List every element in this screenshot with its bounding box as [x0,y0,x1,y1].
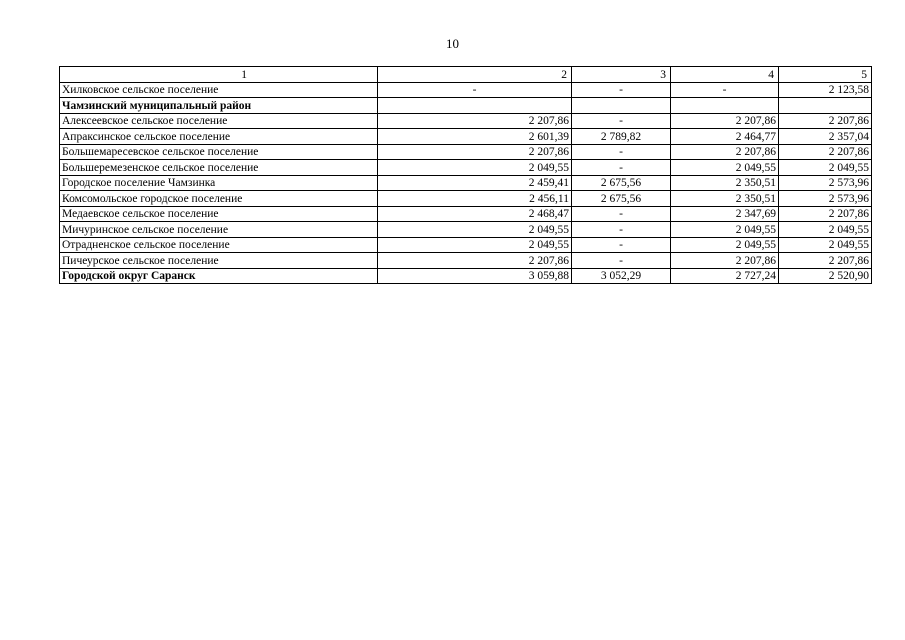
value-cell-col-3: - [572,113,671,129]
value-cell-col-4 [671,98,779,114]
value-cell-col-5: 2 573,96 [779,191,872,207]
table-row [60,175,872,191]
value-cell-col-2 [378,98,572,114]
value-cell-col-2: 2 049,55 [378,222,572,238]
value-cell-col-2: 2 049,55 [378,237,572,253]
value-cell-col-4: 2 464,77 [671,129,779,145]
settlement-name-cell: Городской округ Саранск [60,268,378,284]
value-cell-col-5: 2 207,86 [779,113,872,129]
table-row [60,253,872,269]
value-cell-col-4: 2 049,55 [671,222,779,238]
table-row [60,113,872,129]
value-cell-col-2: 2 207,86 [378,253,572,269]
value-cell-col-4: 2 350,51 [671,175,779,191]
value-cell-col-4: 2 727,24 [671,268,779,284]
value-cell-col-3: - [572,237,671,253]
value-cell-col-4: 2 049,55 [671,160,779,176]
column-header-2: 2 [378,67,572,83]
value-cell-col-5: 2 207,86 [779,144,872,160]
value-cell-col-3: - [572,222,671,238]
column-header-3: 3 [572,67,671,83]
value-cell-col-5 [779,98,872,114]
value-cell-col-2: 2 601,39 [378,129,572,145]
value-cell-col-2: 2 468,47 [378,206,572,222]
tariff-table [59,66,872,284]
value-cell-col-5: 2 123,58 [779,82,872,98]
value-cell-col-2: 2 207,86 [378,144,572,160]
value-cell-col-4: 2 207,86 [671,113,779,129]
value-cell-col-5: 2 207,86 [779,206,872,222]
table-row [60,191,872,207]
settlement-name-cell: Пичеурское сельское поселение [60,253,378,269]
value-cell-col-4: 2 207,86 [671,253,779,269]
value-cell-col-5: 2 520,90 [779,268,872,284]
settlement-name-cell: Алексеевское сельское поселение [60,113,378,129]
value-cell-col-2: - [378,82,572,98]
value-cell-col-5: 2 049,55 [779,160,872,176]
settlement-name-cell: Мичуринское сельское поселение [60,222,378,238]
settlement-name-cell: Большеремезенское сельское поселение [60,160,378,176]
value-cell-col-3: - [572,253,671,269]
value-cell-col-3: 3 052,29 [572,268,671,284]
table-row [60,98,872,114]
page-number: 10 [446,36,459,51]
table-row [60,160,872,176]
table-header-row [60,67,872,83]
settlement-name-cell: Чамзинский муниципальный район [60,98,378,114]
value-cell-col-3: - [572,160,671,176]
value-cell-col-4: 2 347,69 [671,206,779,222]
value-cell-col-3: - [572,82,671,98]
column-header-4: 4 [671,67,779,83]
value-cell-col-2: 3 059,88 [378,268,572,284]
table-row [60,222,872,238]
table-row [60,129,872,145]
value-cell-col-3: 2 675,56 [572,175,671,191]
settlement-name-cell: Апраксинское сельское поселение [60,129,378,145]
table-row [60,237,872,253]
value-cell-col-3 [572,98,671,114]
value-cell-col-5: 2 049,55 [779,237,872,253]
table-row [60,82,872,98]
value-cell-col-2: 2 459,41 [378,175,572,191]
table-row [60,206,872,222]
value-cell-col-3: - [572,206,671,222]
value-cell-col-5: 2 049,55 [779,222,872,238]
settlement-name-cell: Хилковское сельское поселение [60,82,378,98]
table-row [60,144,872,160]
settlement-name-cell: Городское поселение Чамзинка [60,175,378,191]
value-cell-col-3: - [572,144,671,160]
settlement-name-cell: Комсомольское городское поселение [60,191,378,207]
value-cell-col-4: 2 049,55 [671,237,779,253]
column-header-5: 5 [779,67,872,83]
settlement-name-cell: Большемаресевское сельское поселение [60,144,378,160]
column-header-1: 1 [60,67,378,83]
value-cell-col-4: 2 350,51 [671,191,779,207]
value-cell-col-4: 2 207,86 [671,144,779,160]
value-cell-col-2: 2 049,55 [378,160,572,176]
settlement-name-cell: Отрадненское сельское поселение [60,237,378,253]
table-row [60,268,872,284]
value-cell-col-2: 2 456,11 [378,191,572,207]
value-cell-col-3: 2 789,82 [572,129,671,145]
value-cell-col-5: 2 573,96 [779,175,872,191]
value-cell-col-2: 2 207,86 [378,113,572,129]
value-cell-col-4: - [671,82,779,98]
value-cell-col-5: 2 357,04 [779,129,872,145]
settlement-name-cell: Медаевское сельское поселение [60,206,378,222]
value-cell-col-3: 2 675,56 [572,191,671,207]
value-cell-col-5: 2 207,86 [779,253,872,269]
